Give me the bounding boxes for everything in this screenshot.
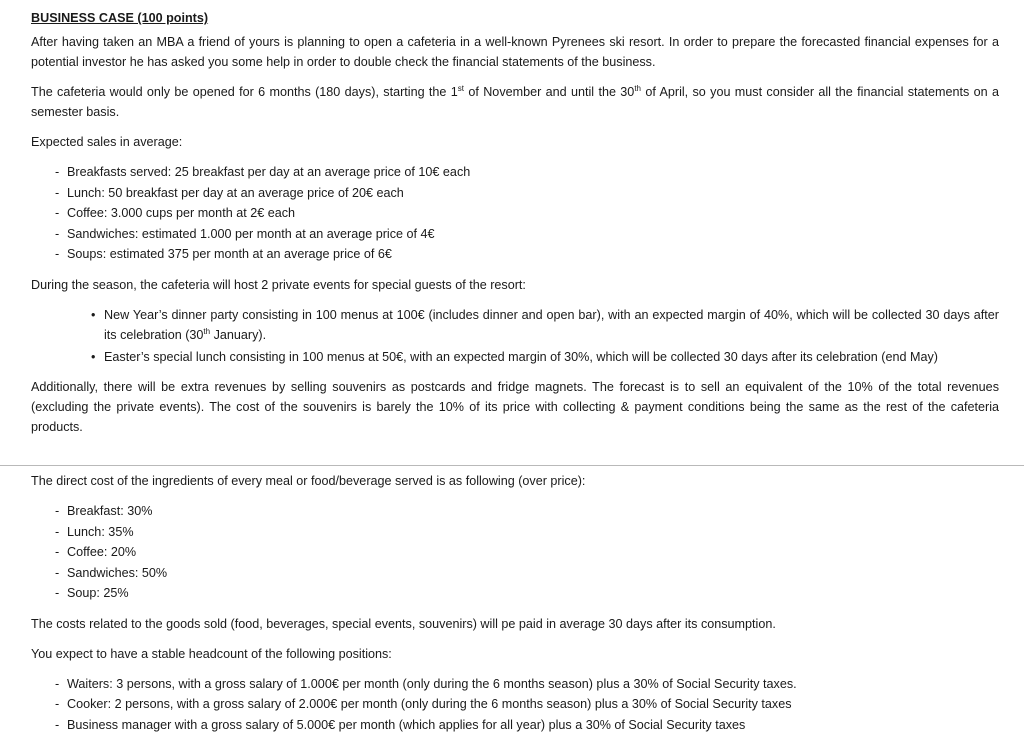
- list-item: - Soups: estimated 375 per month at an average price of 6€: [31, 244, 999, 265]
- payment-terms-paragraph: The costs related to the goods sold (food, beverages, special events, souvenirs) will pe paid in average 30 days after its consumption.: [31, 616, 776, 631]
- sales-list: [31, 162, 999, 265]
- list-item: - Lunch: 35%: [31, 522, 999, 543]
- intro-paragraph: After having taken an MBA a friend of yours is planning to open a cafeteria in a well-known Pyrenees ski resort. In order to prepare the forecasted financial expenses for a potential investor he has asked you some help in order to double check the financial statements of the business.: [31, 35, 999, 69]
- list-item: - Business manager with a gross salary of 5.000€ per month (which applies for all year) plus a 30% of Social Security taxes: [31, 715, 999, 736]
- list-item: - Soup: 25%: [31, 583, 999, 604]
- souvenirs-paragraph: Additionally, there will be extra revenues by selling souvenirs as postcards and fridge magnets. The forecast is to sell an equivalent of the 10% of the total revenues (excluding the private events). The cost of the souvenirs is barely the 10% of its price with collecting & payment conditions being the same as the rest of the cafeteria products.: [31, 379, 999, 434]
- list-item-easter-event: • Easter’s special lunch consisting in 100 menus at 50€, with an expected margin of 30%, which will be collected 30 days after its celebration (end May): [31, 347, 999, 367]
- newyear-text-1: New Year’s dinner party consisting in 100 menus at 100€ (includes dinner and open bar), with an expected margin of 40%, which will be collected 30 days after its celebration (30: [104, 307, 999, 342]
- document-title: BUSINESS CASE (100 points): [31, 11, 209, 25]
- sales-heading: Expected sales in average:: [31, 135, 183, 149]
- list-item: - Lunch: 50 breakfast per day at an average price of 20€ each: [31, 183, 999, 204]
- events-heading: During the season, the cafeteria will host 2 private events for special guests of the resort:: [31, 277, 526, 292]
- opening-text-3: of April, so you must consider all the financial statements on a semester basis.: [31, 85, 999, 119]
- costs-list: [31, 501, 999, 604]
- document-page-1: [31, 8, 999, 447]
- ordinal-th: th: [634, 83, 641, 93]
- events-list: [31, 305, 999, 367]
- list-item: - Waiters: 3 persons, with a gross salary of 1.000€ per month (only during the 6 months season) plus a 30% of Social Security taxes.: [31, 674, 999, 695]
- list-item: - Coffee: 3.000 cups per month at 2€ each: [31, 203, 999, 224]
- page-divider: [0, 465, 1024, 466]
- opening-period-paragraph: [31, 82, 999, 122]
- list-item: - Breakfast: 30%: [31, 501, 999, 522]
- ordinal-th: th: [203, 326, 211, 336]
- list-item: - Sandwiches: estimated 1.000 per month at an average price of 4€: [31, 224, 999, 245]
- costs-heading: The direct cost of the ingredients of every meal or food/beverage served is as following (over price):: [31, 474, 586, 488]
- list-item: - Breakfasts served: 25 breakfast per day at an average price of 10€ each: [31, 162, 999, 183]
- list-item: - Cooker: 2 persons, with a gross salary of 2.000€ per month (only during the 6 months season) plus a 30% of Social Security taxes: [31, 694, 999, 715]
- headcount-heading: You expect to have a stable headcount of the following positions:: [31, 646, 392, 661]
- document-page-2: [31, 471, 999, 745]
- ordinal-st: st: [457, 83, 465, 93]
- opening-text-1: The cafeteria would only be opened for 6 months (180 days), starting the 1: [31, 85, 458, 99]
- headcount-list: [31, 674, 999, 736]
- list-item: - Coffee: 20%: [31, 542, 999, 563]
- opening-text-2: of November and until the 30: [464, 85, 635, 99]
- list-item-newyear-event: [31, 305, 999, 345]
- list-item: - Sandwiches: 50%: [31, 563, 999, 584]
- newyear-text-2: January).: [210, 327, 267, 342]
